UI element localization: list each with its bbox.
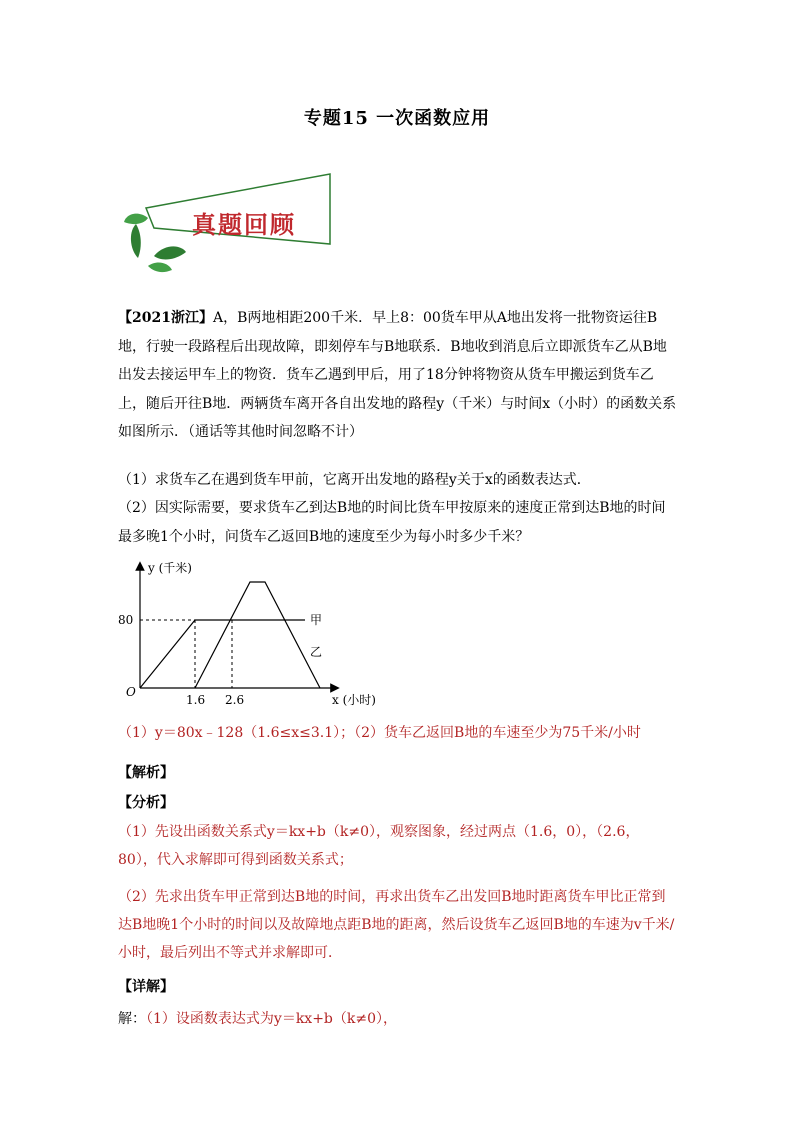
banner-label: 真题回顾 [192,210,296,239]
series-jia-line [140,620,305,688]
question-1: （1）求货车乙在遇到货车甲前，它离开出发地的路程y关于x的函数表达式． [118,472,591,488]
y-tick-80: 80 [118,613,134,627]
y-axis-label: y (千米) [148,561,192,575]
solution-prefix: 解： [118,1011,146,1027]
problem-text: A，B两地相距200千米．早上8：00货车甲从A地出发将一批物资运往B地，行驶一段路程后出现故障，即刻停车与B地联系．B地收到消息后立即派货车乙从B地出发去接运甲车上的物资．货车乙遇到甲后，用了18分钟将物资从货车甲搬运到货车乙上，随后开往B地．两辆货车离开各自出发地的路程y（千米）与时间x（小时）的函数关系如图所示．（通话等其他时间忽略不计） [118,310,677,440]
distance-time-graph [110,558,400,718]
question-2: （2）因实际需要，要求货车乙到达B地的时间比货车甲按原来的速度正常到达B地的时间最多晚1个小时，问货车乙返回B地的速度至少为每小时多少千米？ [118,500,666,545]
analysis-1: （1）先设出函数关系式y＝kx+b（k≠0），观察图象，经过两点（1.6，0），（2.6，80），代入求解即可得到函数关系式； [118,824,640,868]
problem-source: 【2021浙江】 [118,310,213,326]
x-tick-1-6: 1.6 [186,693,206,707]
series-jia-label: 甲 [310,613,323,627]
analysis-2: （2）先求出货车甲正常到达B地的时间，再求出货车乙出发回B地时距离货车甲比正常到达B地晚1个小时的时间以及故障地点距B地的距离，然后设货车乙返回B地的车速为v千米/小时，最后列出不等式并求解即可． [118,889,675,961]
label-xiangjie: 【详解】 [118,979,174,995]
solution-line [118,1008,397,1028]
x-axis-label: x (小时) [332,693,376,707]
origin-label: O [126,685,136,699]
page-title: 专题15 一次函数应用 [303,108,491,129]
series-yi-line [195,582,323,688]
label-fenxi: 【分析】 [118,795,174,811]
problem-statement [118,304,678,447]
x-tick-2-6: 2.6 [225,693,245,707]
series-yi-label: 乙 [310,645,323,659]
answer: （1）y＝80x﹣128（1.6≤x≤3.1）；（2）货车乙返回B地的车速至少为75千米/小时 [118,725,641,741]
solution-text: （1）设函数表达式为y＝kx+b（k≠0）， [146,1011,398,1027]
label-jiexi: 【解析】 [118,765,174,781]
